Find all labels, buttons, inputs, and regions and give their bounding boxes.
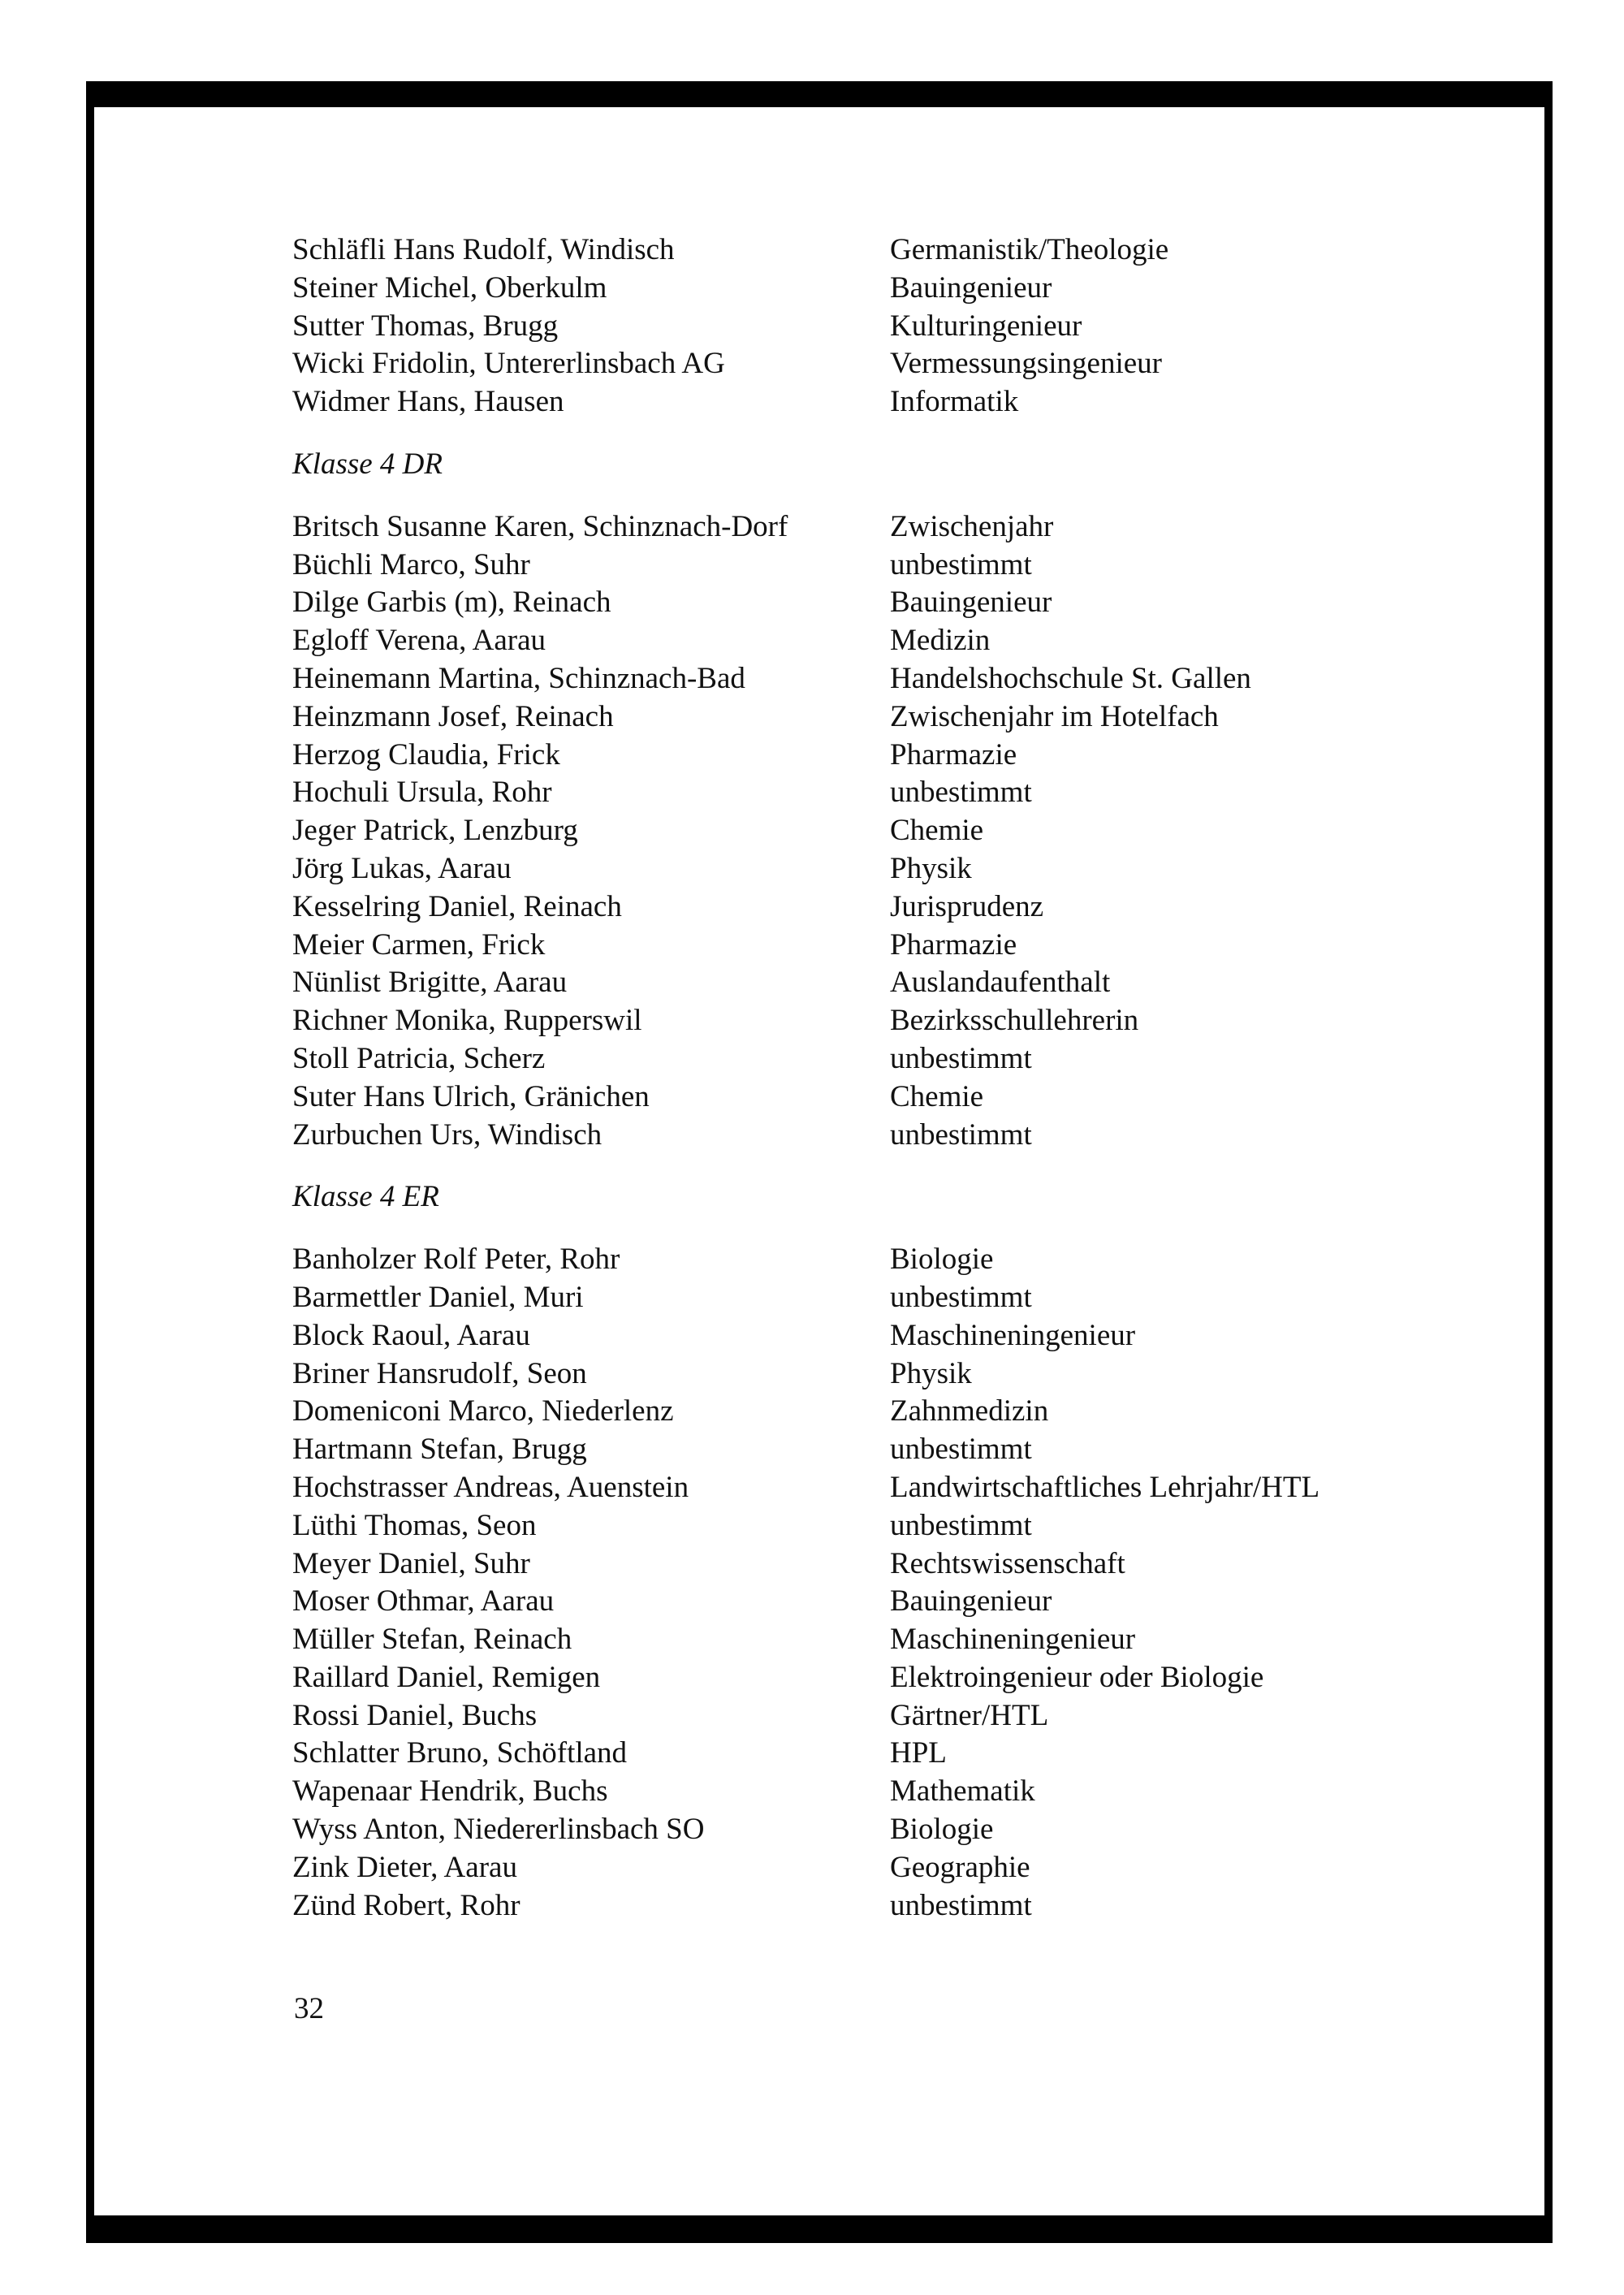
list-item xyxy=(292,850,1445,888)
student-name: Hochstrasser Andreas, Auenstein xyxy=(292,1470,689,1504)
student-name: Dilge Garbis (m), Reinach xyxy=(292,586,611,620)
scan-border-top xyxy=(86,81,1553,107)
student-name: Suter Hans Ulrich, Gränichen xyxy=(292,1079,650,1113)
list-item xyxy=(292,1002,1445,1040)
list-item xyxy=(292,812,1445,850)
study-field: Biologie xyxy=(890,1243,994,1277)
study-field: Bezirksschullehrerin xyxy=(890,1004,1139,1038)
study-field: Jurisprudenz xyxy=(890,889,1044,923)
study-field: Mathematik xyxy=(890,1774,1035,1809)
study-field: unbestimmt xyxy=(890,547,1032,581)
study-field: Chemie xyxy=(890,814,984,848)
list-item xyxy=(292,660,1445,698)
study-field: Informatik xyxy=(890,385,1019,419)
list-item xyxy=(292,1773,1445,1811)
study-field: unbestimmt xyxy=(890,1508,1032,1542)
student-name: Rossi Daniel, Buchs xyxy=(292,1698,538,1732)
student-name: Meier Carmen, Frick xyxy=(292,927,546,962)
study-field: Medizin xyxy=(890,624,991,658)
student-name: Heinemann Martina, Schinznach-Bad xyxy=(292,661,745,695)
study-field: unbestimmt xyxy=(890,1433,1032,1467)
scan-border-left xyxy=(86,81,94,2243)
study-field: Gärtner/HTL xyxy=(890,1698,1049,1732)
list-item xyxy=(292,1583,1445,1621)
student-name: Hochuli Ursula, Rohr xyxy=(292,776,552,810)
list-item xyxy=(292,1735,1445,1773)
student-name: Britsch Susanne Karen, Schinznach-Dorf xyxy=(292,509,788,543)
list-item xyxy=(292,774,1445,812)
study-field: Elektroingenieur oder Biologie xyxy=(890,1660,1264,1694)
scan-border-right xyxy=(1544,81,1553,2243)
list-item xyxy=(292,1241,1445,1279)
student-list xyxy=(292,231,1445,1925)
list-item xyxy=(292,1545,1445,1584)
study-field: unbestimmt xyxy=(890,776,1032,810)
student-name: Widmer Hans, Hausen xyxy=(292,385,564,419)
list-item xyxy=(292,1507,1445,1545)
list-item xyxy=(292,622,1445,660)
list-item xyxy=(292,1117,1445,1155)
student-name: Barmettler Daniel, Muri xyxy=(292,1280,584,1314)
study-field: unbestimmt xyxy=(890,1117,1032,1152)
student-name: Steiner Michel, Oberkulm xyxy=(292,270,607,305)
list-item xyxy=(292,231,1445,270)
class-heading: Klasse 4 DR xyxy=(292,447,443,481)
list-item xyxy=(292,1469,1445,1507)
study-field: Bauingenieur xyxy=(890,270,1052,305)
student-name: Block Raoul, Aarau xyxy=(292,1318,530,1352)
student-name: Banholzer Rolf Peter, Rohr xyxy=(292,1243,620,1277)
study-field: Biologie xyxy=(890,1813,994,1847)
page-number: 32 xyxy=(294,1992,324,2025)
list-item xyxy=(292,1697,1445,1735)
student-name: Zurbuchen Urs, Windisch xyxy=(292,1117,603,1152)
list-item xyxy=(292,1887,1445,1925)
study-field: Kulturingenieur xyxy=(890,309,1082,343)
student-name: Briner Hansrudolf, Seon xyxy=(292,1356,587,1390)
study-field: Geographie xyxy=(890,1850,1030,1884)
study-field: Germanistik/Theologie xyxy=(890,233,1169,266)
list-item xyxy=(292,888,1445,927)
student-name: Lüthi Thomas, Seon xyxy=(292,1508,537,1542)
list-item xyxy=(292,584,1445,622)
study-field: Zwischenjahr xyxy=(890,509,1054,543)
study-field: Handelshochschule St. Gallen xyxy=(890,661,1251,695)
study-field: unbestimmt xyxy=(890,1280,1032,1314)
list-item xyxy=(292,1317,1445,1355)
list-item xyxy=(292,964,1445,1002)
list-item xyxy=(292,1621,1445,1659)
study-field: Pharmazie xyxy=(890,927,1017,962)
list-item xyxy=(292,1078,1445,1117)
study-field: Auslandaufenthalt xyxy=(890,966,1111,1000)
study-field: Physik xyxy=(890,1356,972,1390)
student-name: Wyss Anton, Niedererlinsbach SO xyxy=(292,1813,705,1847)
list-item xyxy=(292,270,1445,308)
student-name: Müller Stefan, Reinach xyxy=(292,1623,572,1657)
student-name: Jeger Patrick, Lenzburg xyxy=(292,814,578,848)
list-item xyxy=(292,927,1445,965)
list-item xyxy=(292,1811,1445,1849)
list-item xyxy=(292,308,1445,346)
study-field: Bauingenieur xyxy=(890,586,1052,620)
student-name: Zünd Robert, Rohr xyxy=(292,1888,520,1922)
student-name: Kesselring Daniel, Reinach xyxy=(292,889,622,923)
list-item xyxy=(292,1659,1445,1697)
section xyxy=(292,1178,1445,1925)
study-field: Zahnmedizin xyxy=(890,1394,1049,1428)
study-field: Physik xyxy=(890,851,972,885)
section xyxy=(292,446,1445,1154)
student-name: Zink Dieter, Aarau xyxy=(292,1850,517,1884)
list-item xyxy=(292,547,1445,585)
study-field: Vermessungsingenieur xyxy=(890,347,1162,381)
student-name: Jörg Lukas, Aarau xyxy=(292,851,512,885)
study-field: Maschineningenieur xyxy=(890,1623,1136,1657)
study-field: Rechtswissenschaft xyxy=(890,1546,1125,1580)
study-field: Chemie xyxy=(890,1079,984,1113)
study-field: Landwirtschaftliches Lehrjahr/HTL xyxy=(890,1470,1320,1504)
scan-border-bottom xyxy=(86,2215,1553,2243)
student-name: Domeniconi Marco, Niederlenz xyxy=(292,1394,674,1428)
student-name: Heinzmann Josef, Reinach xyxy=(292,699,614,733)
list-item xyxy=(292,1040,1445,1078)
student-name: Nünlist Brigitte, Aarau xyxy=(292,966,568,1000)
student-name: Wicki Fridolin, Untererlinsbach AG xyxy=(292,347,725,381)
study-field: unbestimmt xyxy=(890,1041,1032,1075)
study-field: unbestimmt xyxy=(890,1888,1032,1922)
list-item xyxy=(292,508,1445,547)
study-field: Maschineningenieur xyxy=(890,1318,1136,1352)
class-heading: Klasse 4 ER xyxy=(292,1180,439,1214)
student-name: Moser Othmar, Aarau xyxy=(292,1584,555,1619)
student-name: Egloff Verena, Aarau xyxy=(292,624,546,658)
list-item xyxy=(292,737,1445,775)
list-item xyxy=(292,1393,1445,1431)
list-item xyxy=(292,698,1445,737)
student-name: Meyer Daniel, Suhr xyxy=(292,1546,530,1580)
list-item xyxy=(292,1431,1445,1469)
list-item xyxy=(292,383,1445,421)
list-item xyxy=(292,1849,1445,1887)
student-name: Richner Monika, Rupperswil xyxy=(292,1004,642,1038)
study-field: Zwischenjahr im Hotelfach xyxy=(890,699,1219,733)
study-field: Bauingenieur xyxy=(890,1584,1052,1619)
student-name: Schlatter Bruno, Schöftland xyxy=(292,1736,628,1770)
student-name: Sutter Thomas, Brugg xyxy=(292,309,559,343)
list-item xyxy=(292,345,1445,383)
list-item xyxy=(292,1355,1445,1394)
list-item xyxy=(292,1279,1445,1317)
study-field: HPL xyxy=(890,1736,947,1770)
student-name: Herzog Claudia, Frick xyxy=(292,737,560,771)
student-name: Hartmann Stefan, Brugg xyxy=(292,1433,587,1467)
section xyxy=(292,231,1445,421)
student-name: Schläfli Hans Rudolf, Windisch xyxy=(292,233,675,266)
student-name: Stoll Patricia, Scherz xyxy=(292,1041,546,1075)
student-name: Wapenaar Hendrik, Buchs xyxy=(292,1774,608,1809)
student-name: Büchli Marco, Suhr xyxy=(292,547,530,581)
study-field: Pharmazie xyxy=(890,737,1017,771)
student-name: Raillard Daniel, Remigen xyxy=(292,1660,601,1694)
